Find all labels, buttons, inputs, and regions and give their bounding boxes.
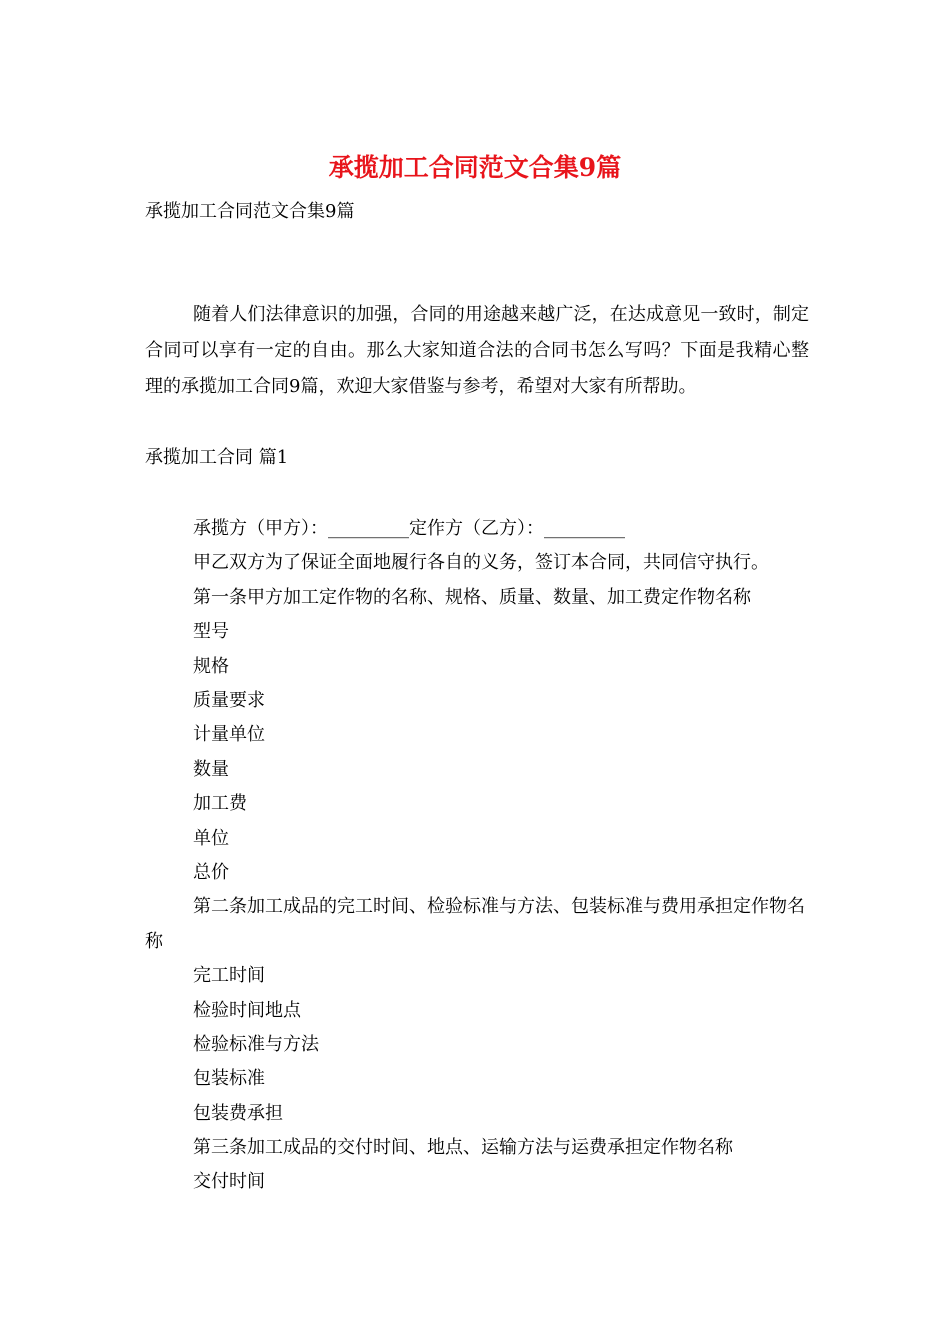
parties-line: 承揽方（甲方）：_________定作方（乙方）：_________	[193, 518, 625, 539]
field-quantity: 数量	[193, 758, 229, 780]
field-unit: 单位	[193, 827, 229, 849]
agreement-line: 甲乙双方为了保证全面地履行各自的义务，签订本合同，共同信守执行。	[193, 552, 769, 574]
article-1-heading: 第一条甲方加工定作物的名称、规格、质量、数量、加工费定作物名称	[193, 586, 751, 608]
field-inspection-standard: 检验标准与方法	[193, 1033, 319, 1055]
field-model: 型号	[193, 621, 229, 643]
intro-paragraph: 随着人们法律意识的加强，合同的用途越来越广泛，在达成意见一致时，制定合同可以享有一定的自由。那么大家知道合法的合同书怎么写吗？下面是我精心整理的承揽加工合同9篇，欢迎大家借鉴与参考，希望对大家有所帮助。	[145, 304, 809, 397]
field-delivery-time: 交付时间	[193, 1171, 265, 1193]
field-completion-time: 完工时间	[193, 965, 265, 987]
document-subtitle: 承揽加工合同范文合集9篇	[145, 201, 355, 222]
document-title: 承揽加工合同范文合集9篇	[328, 153, 622, 182]
field-inspection-time-place: 检验时间地点	[193, 999, 301, 1021]
field-packaging-standard: 包装标准	[193, 1068, 265, 1090]
contract-body	[145, 512, 809, 1200]
field-unit-of-measure: 计量单位	[193, 724, 265, 746]
field-processing-fee: 加工费	[193, 793, 247, 815]
field-quality: 质量要求	[193, 689, 265, 711]
field-total-price: 总价	[193, 861, 229, 883]
field-packaging-fee: 包装费承担	[193, 1102, 283, 1124]
article-2-heading: 第二条加工成品的完工时间、检验标准与方法、包装标准与费用承担定作物名称	[145, 896, 805, 952]
article-3-heading: 第三条加工成品的交付时间、地点、运输方法与运费承担定作物名称	[193, 1137, 733, 1159]
section-heading: 承揽加工合同 篇1	[145, 447, 289, 468]
field-spec: 规格	[193, 655, 229, 677]
